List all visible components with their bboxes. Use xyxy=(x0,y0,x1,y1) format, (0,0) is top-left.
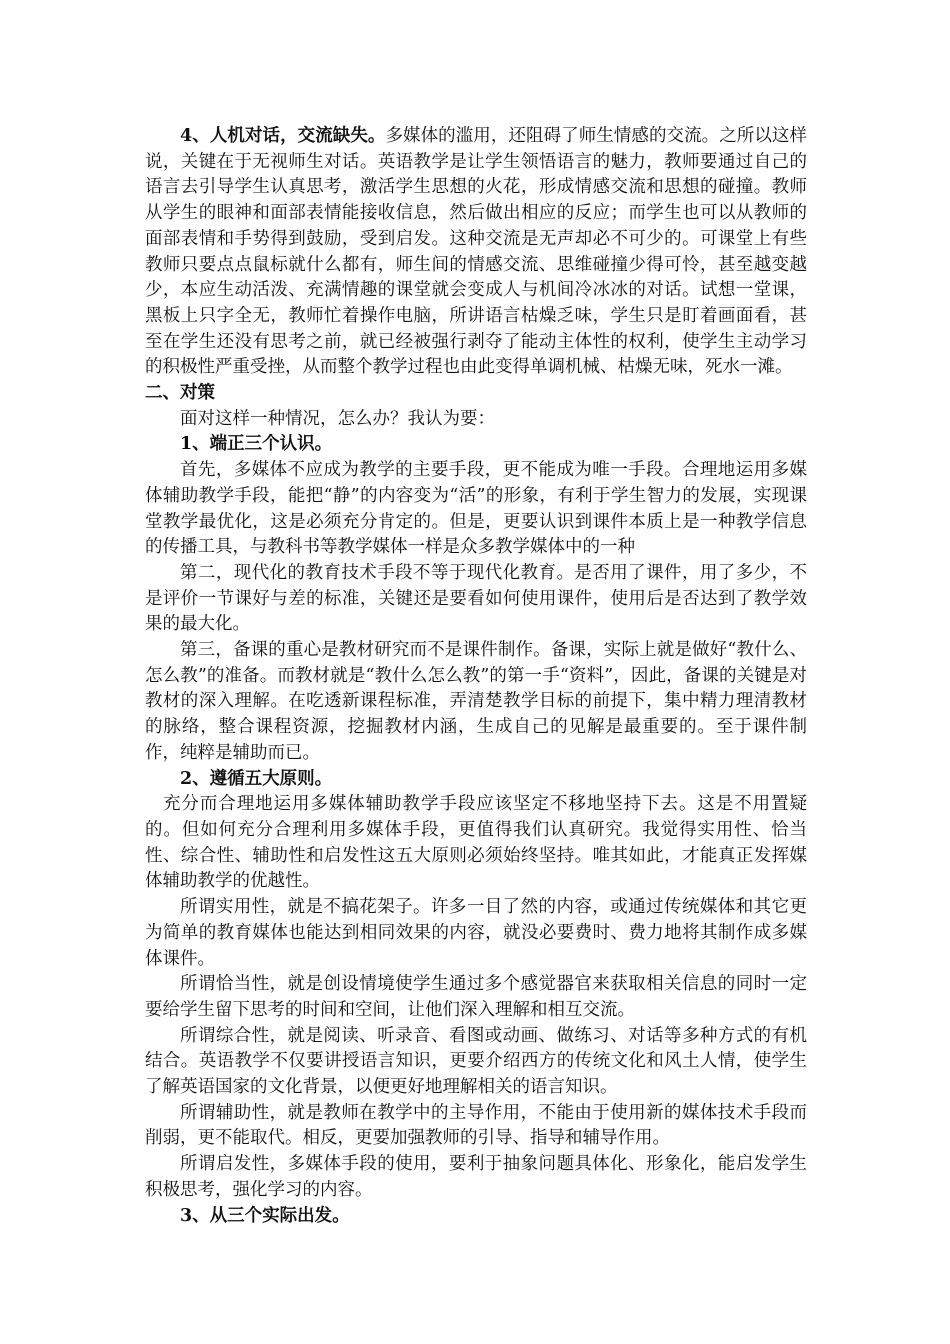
paragraph-second: 第二，现代化的教育技术手段不等于现代化教育。是否用了课件，用了多少，不是评价一节课好与差的标准，关键还是要看如何使用课件，使用后是否达到了教学效果的最大化。 xyxy=(145,562,807,635)
subheading-three-understandings: 1、端正三个认识。 xyxy=(180,434,333,455)
paragraph-auxiliary: 所谓辅助性，就是教师在教学中的主导作用，不能由于使用新的媒体技术手段而削弱，更不能取代。相反，更要加强教师的引导、指导和辅导作用。 xyxy=(145,1102,807,1149)
paragraph-five-principles: 充分而合理地运用多媒体辅助教学手段应该坚定不移地坚持下去。这是不用置疑的。但如何充分合理利用多媒体手段，更值得我们认真研究。我觉得实用性、恰当性、综合性、辅助性和启发性这五大原则必须始终坚持。唯其如此，才能真正发挥媒体辅助教学的优越性。 xyxy=(145,794,807,892)
paragraph-practicality: 所谓实用性，就是不搞花架子。许多一目了然的内容，或通过传统媒体和其它更为简单的教育媒体也能达到相同效果的内容，就没必要费时、费力地将其制作成多媒体课件。 xyxy=(145,897,807,969)
subheading-five-principles: 2、遵循五大原则。 xyxy=(180,768,333,789)
section-heading-countermeasures: 二、对策 xyxy=(145,383,215,404)
paragraph-appropriateness: 所谓恰当性，就是创设情境使学生通过多个感觉器官来获取相关信息的同时一定要给学生留下思考的时间和空间，让他们深入理解和相互交流。 xyxy=(145,974,807,1020)
point-4-heading: 4、人机对话，交流缺失。 xyxy=(180,126,386,146)
paragraph-heuristic: 所谓启发性，多媒体手段的使用，要利于抽象问题具体化、形象化，能启发学生积极思考，强化学习的内容。 xyxy=(145,1154,807,1200)
intro-paragraph: 面对这样一种情况，怎么办？我认为要： xyxy=(180,408,495,429)
paragraph-human-machine xyxy=(145,124,807,381)
paragraph-comprehensiveness: 所谓综合性，就是阅读、听录音、看图或动画、做练习、对话等多种方式的有机结合。英语教学不仅要讲授语言知识，更要介绍西方的传统文化和风土人情，使学生了解英语国家的文化背景，以便更好地理解相关的语言知识。 xyxy=(145,1025,807,1098)
subheading-three-realities: 3、从三个实际出发。 xyxy=(180,1205,350,1226)
paragraph-first: 首先，多媒体不应成为教学的主要手段，更不能成为唯一手段。合理地运用多媒体辅助教学手段，能把“静”的内容变为“活”的形象，有利于学生智力的发展，实现课堂教学最优化，这是必须充分肯定的。但是，更要认识到课件本质上是一种教学信息的传播工具，与教科书等教学媒体一样是众多教学媒体中的一种 xyxy=(145,460,807,558)
paragraph-third: 第三，备课的重心是教材研究而不是课件制作。备课，实际上就是做好“教什么、怎么教”的准备。而教材就是“教什么怎么教”的第一手“资料”，因此，备课的关键是对教材的深入理解。在吃透新课程标准，弄清楚教学目标的前提下，集中精力理清教材的脉络，整合课程资源，挖掘教材内涵，生成自己的见解是最重要的。至于课件制作，纯粹是辅助而已。 xyxy=(145,640,807,763)
document-page xyxy=(145,124,807,1229)
point-4-text: 多媒体的滥用，还阻碍了师生情感的交流。之所以这样说，关键在于无视师生对话。英语教学是让学生领悟语言的魅力，教师要通过自己的语言去引导学生认真思考，激活学生思想的火花，形成情感交流和思想的碰撞。教师从学生的眼神和面部表情能接收信息，然后做出相应的反应；而学生也可以从教师的面部表情和手势得到鼓励，受到启发。这种交流是无声却必不可少的。可课堂上有些教师只要点点鼠标就什么都有，师生间的情感交流、思维碰撞少得可怜，甚至越变越少，本应生动活泼、充满情趣的课堂就会变成人与机间冷冰冰的对话。试想一堂课，黑板上只字全无，教师忙着操作电脑，所讲语言枯燥乏味，学生只是盯着画面看，甚至在学生还没有思考之前，就已经被强行剥夺了能动主体性的权利，使学生主动学习的积极性严重受挫，从而整个教学过程也由此变得单调机械、枯燥无味，死水一滩。 xyxy=(145,126,807,378)
